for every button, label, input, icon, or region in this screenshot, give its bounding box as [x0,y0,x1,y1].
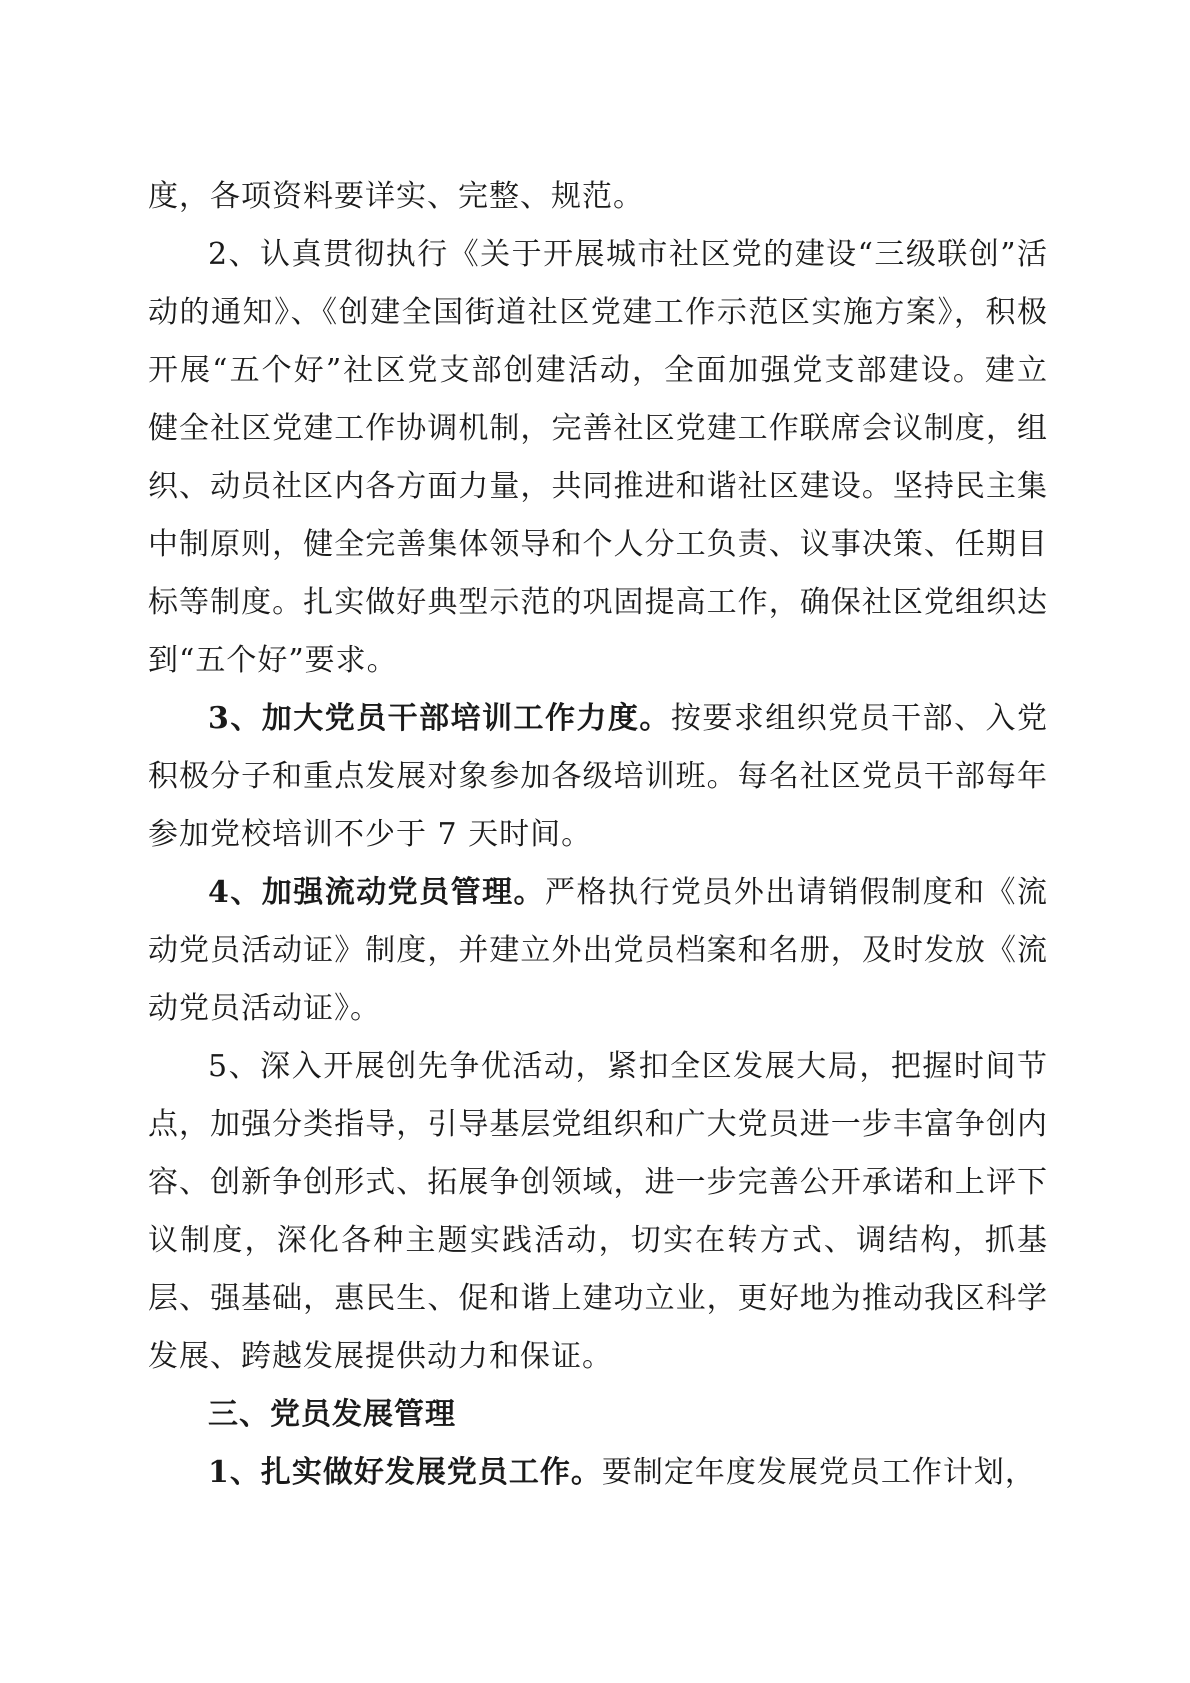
paragraph-section3-item-1 [148,1444,1048,1502]
paragraph-lead: 4、加强流动党员管理。 [208,875,546,910]
paragraph-text: 5、深入开展创先争优活动，紧扣全区发展大局，把握时间节点，加强分类指导，引导基层党组织和广大党员进一步丰富争创内容、创新争创形式、拓展争创领域，进一步完善公开承诺和上评下议制度，深化各种主题实践活动，切实在转方式、调结构，抓基层、强基础，惠民生、促和谐上建功立业，更好地为推动我区科学发展、跨越发展提供动力和保证。 [148,1049,1048,1374]
section-heading [148,1386,1048,1444]
paragraph-item-4 [148,864,1048,1038]
paragraph-text: 严格执行党员外出请销假制度和《流动党员活动证》制度，并建立外出党员档案和名册，及时发放《流动党员活动证》。 [148,875,1049,1026]
section-heading-text: 三、党员发展管理 [208,1397,456,1432]
paragraph-text: 度，各项资料要详实、完整、规范。 [148,179,644,214]
paragraph-item-3 [148,690,1048,864]
paragraph-text: 2、认真贯彻执行《关于开展城市社区党的建设“三级联创”活动的通知》、《创建全国街道社区党建工作示范区实施方案》，积极开展“五个好”社区党支部创建活动，全面加强党支部建设。建立健全社区党建工作协调机制，完善社区党建工作联席会议制度，组织、动员社区内各方面力量，共同推进和谐社区建设。坚持民主集中制原则，健全完善集体领导和个人分工负责、议事决策、任期目标等制度。扎实做好典型示范的巩固提高工作，确保社区党组织达到“五个好”要求。 [148,237,1048,678]
paragraph-text: 要制定年度发展党员工作计划， [601,1455,1036,1490]
paragraph-lead: 1、扎实做好发展党员工作。 [208,1455,602,1490]
paragraph-text: 按要求组织党员干部、入党积极分子和重点发展对象参加各级培训班。每名社区党员干部每年参加党校培训不少于 7 天时间。 [148,701,1049,852]
paragraph-item-2 [148,226,1048,690]
paragraph-item-5 [148,1038,1048,1386]
paragraph-lead: 3、加大党员干部培训工作力度。 [208,701,671,736]
paragraph-continuation [148,168,1048,226]
document-body [148,168,1048,1502]
